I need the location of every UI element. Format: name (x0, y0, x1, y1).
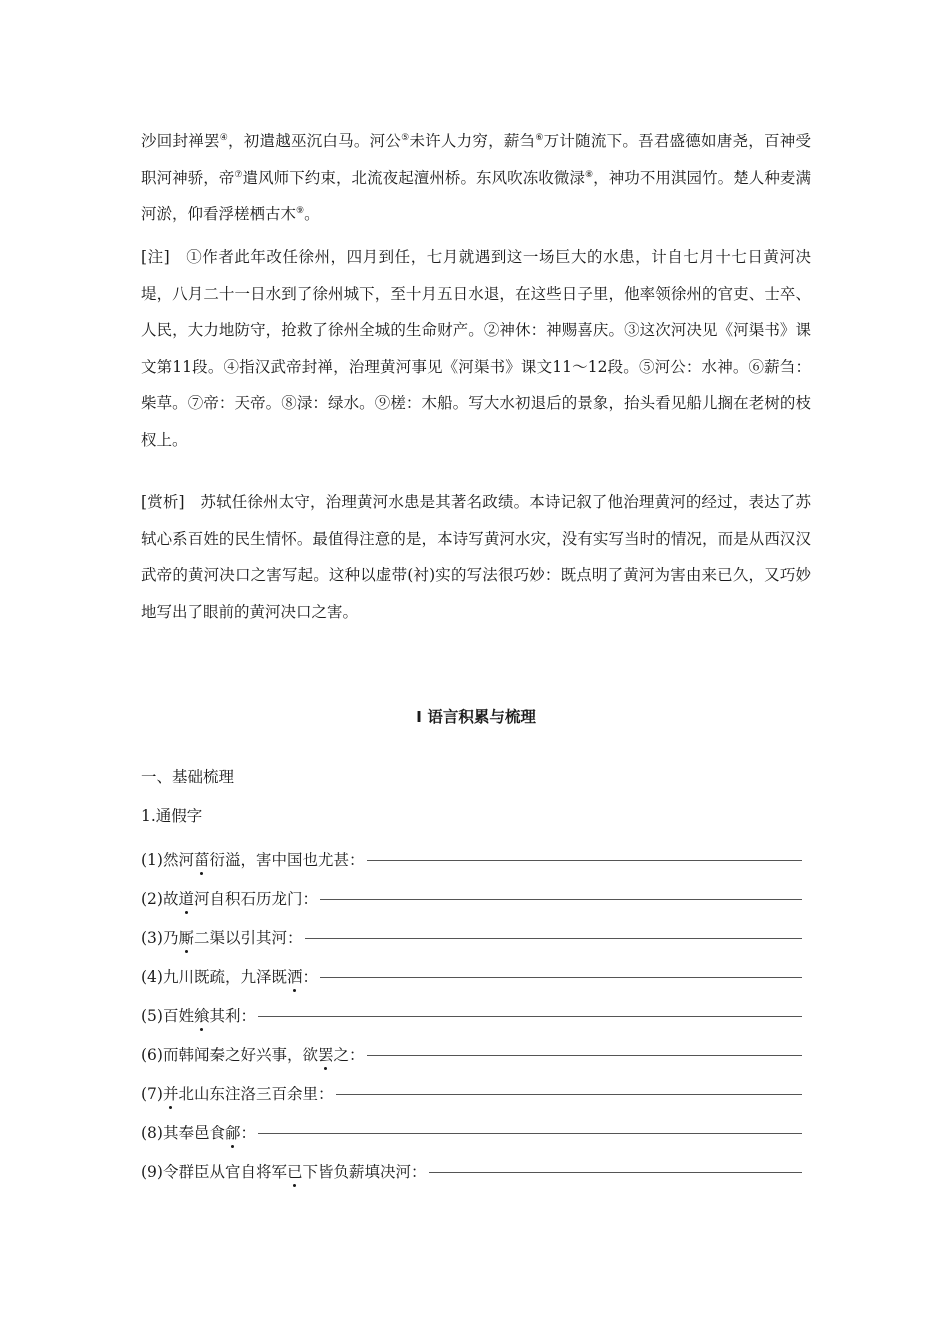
poem-text (141, 123, 811, 233)
subheading: 一、基础梳理 (141, 768, 235, 786)
question-item: (5)百姓飨其利： (141, 987, 802, 1026)
question-item: (4)九川既疏，九泽既洒： (141, 948, 802, 987)
question-item: (9)令群臣从官自将军已下皆负薪填决河： (141, 1143, 802, 1182)
notes-paragraph (141, 239, 811, 458)
answer-line[interactable] (336, 1094, 803, 1095)
dotted-char: 菑 (194, 848, 210, 870)
answer-line[interactable] (305, 938, 803, 939)
footnote-marker: ④ (219, 133, 228, 143)
answer-line[interactable] (429, 1172, 803, 1173)
footnote-marker: ⑧ (584, 169, 594, 180)
poem-segment: ，神功不用淇园竹。楚人种麦满河淤，仰看浮槎栖古木 (141, 168, 811, 223)
question-item: (8)其奉邑食鄃： (141, 1104, 802, 1143)
footnote-marker: ⑥ (535, 133, 544, 143)
dotted-char: 洒 (287, 965, 303, 987)
answer-line[interactable] (320, 899, 802, 900)
poem-segment: 沙回封禅罢 (141, 132, 220, 150)
answer-line[interactable] (320, 977, 802, 978)
dotted-char: 罢 (318, 1043, 334, 1065)
poem-segment: 。 (304, 205, 320, 223)
poem-segment: 未许人力穷，薪刍 (409, 132, 536, 150)
appreciation-text: 苏轼任徐州太守，治理黄河水患是其著名政绩。本诗记叙了他治理黄河的经过，表达了苏轼心系百姓的民生情怀。最值得注意的是，本诗写黄河水灾，没有实写当时的情况，而是从西汉汉武帝的黄河决口之害写起。这种以虚带(衬)实的写法很巧妙：既点明了黄河为害由来已久，又巧妙地写出了眼前的黄河决口之害。 (141, 493, 811, 621)
section-title: Ⅰ 语言积累与梳理 (416, 708, 536, 726)
appreciation-label: [赏析] (141, 493, 185, 511)
dotted-char: 并 (163, 1082, 179, 1104)
poem-segment: 遣风师下约束，北流夜起澶州桥。东风吹冻收微渌 (242, 168, 585, 187)
notes-text: ①作者此年改任徐州，四月到任，七月就遇到这一场巨大的水患，计自七月十七日黄河决堤，八月二十一日水到了徐州城下，至十月五日水退，在这些日子里，他率领徐州的官吏、士卒、人民，大力地防守，抢救了徐州全城的生命财产。②神休：神赐喜庆。③这次河决见《河渠书》课文第11段。④指汉武帝封禅，治理黄河事见《河渠书》课文11～12段。⑤河公：水神。⑥薪刍：柴草。⑦帝：天帝。⑧渌：绿水。⑨槎：木船。写大水初退后的景象，抬头看见船儿搁在老树的枝杈上。 (141, 248, 811, 449)
item-heading: 1.通假字 (141, 807, 203, 825)
question-item: (1)然河菑衍溢，害中国也尤甚： (141, 831, 802, 870)
notes-label: [注] (141, 248, 170, 266)
question-item: (3)乃厮二渠以引其河： (141, 909, 802, 948)
dotted-char: 道 (178, 887, 194, 909)
question-item: (2)故道河自积石历龙门： (141, 870, 802, 909)
footnote-marker: ⑨ (296, 206, 305, 216)
answer-line[interactable] (367, 860, 803, 861)
dotted-char: 已 (287, 1160, 303, 1182)
question-item: (6)而韩闻秦之好兴事，欲罢之： (141, 1026, 802, 1065)
answer-line[interactable] (258, 1016, 802, 1017)
poem-segment: 万计随流下。吾君盛德如唐尧，百神受职河神骄，帝 (141, 132, 811, 187)
poem-segment: ，初遣越巫沉白马。河公 (228, 132, 402, 150)
dotted-char: 厮 (178, 926, 194, 948)
dotted-char: 鄃 (225, 1121, 241, 1143)
answer-line[interactable] (367, 1055, 803, 1056)
footnote-marker: ⑤ (401, 133, 410, 143)
appreciation-paragraph (141, 484, 811, 630)
answer-line[interactable] (258, 1133, 802, 1134)
question-list (141, 831, 802, 1182)
dotted-char: 飨 (194, 1004, 210, 1026)
question-item: (7)并北山东注洛三百余里： (141, 1065, 802, 1104)
footnote-marker: ⑦ (234, 169, 243, 180)
